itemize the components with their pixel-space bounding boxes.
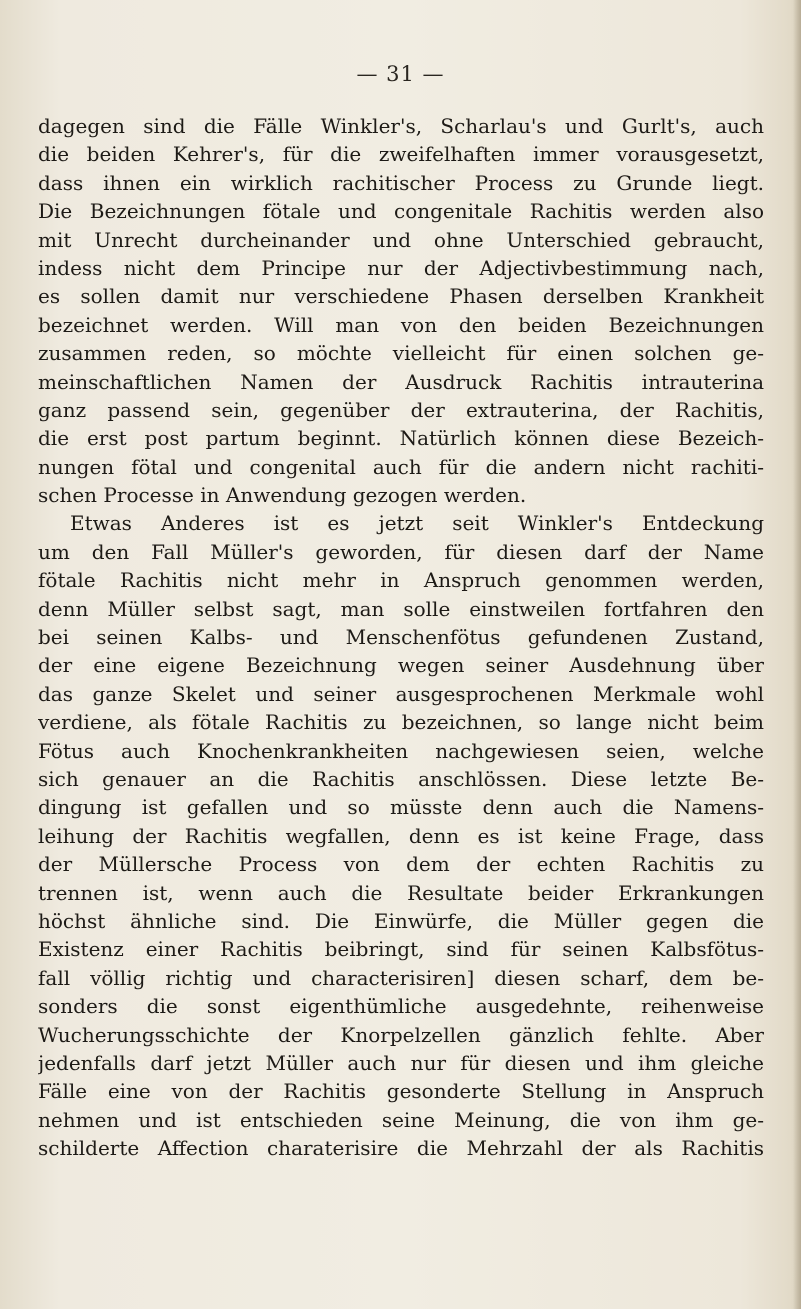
text-line: dingung ist gefallen und so müsste denn auch die Namens- [38,795,764,820]
text-line: mit Unrecht durcheinander und ohne Unterschied gebraucht, [38,227,764,252]
text-line: nehmen und ist entschieden seine Meinung, die von ihm ge- [38,1107,764,1132]
text-line: leihung der Rachitis wegfallen, denn es ist keine Frage, dass [38,823,764,848]
text-line: fall völlig richtig und characterisiren] diesen scharf, dem be- [38,965,764,990]
text-line: bei seinen Kalbs- und Menschenfötus gefundenen Zustand, [38,625,764,650]
text-line: verdiene, als fötale Rachitis zu bezeichnen, so lange nicht beim [38,710,764,735]
text-line: es sollen damit nur verschiedene Phasen derselben Krankheit [38,284,764,309]
text-line: um den Fall Müller's geworden, für diesen darf der Name [38,539,764,564]
text-line: ganz passend sein, gegenüber der extrauterina, der Rachitis, [38,397,764,422]
text-line: nungen fötal und congenital auch für die andern nicht rachiti- [38,454,764,479]
text-line: schen Processe in Anwendung gezogen werden. [38,483,527,508]
text-line: zusammen reden, so möchte vielleicht für einen solchen ge- [38,341,764,366]
text-line: jedenfalls darf jetzt Müller auch nur für diesen und ihm gleiche [38,1050,764,1075]
page-number: — 31 — [356,62,445,86]
text-line: sich genauer an die Rachitis anschlössen. Diese letzte Be- [38,766,764,791]
text-line: höchst ähnliche sind. Die Einwürfe, die Müller gegen die [38,908,764,933]
text-line: Wucherungsschichte der Knorpelzellen gänzlich fehlte. Aber [38,1022,764,1047]
text-line: dass ihnen ein wirklich rachitischer Process zu Grunde liegt. [38,170,764,195]
text-line: sonders die sonst eigenthümliche ausgedehnte, reihenweise [38,994,764,1019]
text-line: Existenz einer Rachitis beibringt, sind für seinen Kalbsfötus- [38,937,764,962]
text-line: die beiden Kehrer's, für die zweifelhaften immer vorausgesetzt, [38,142,764,167]
text-line: das ganze Skelet und seiner ausgesprochenen Merkmale wohl [38,681,764,706]
text-line: bezeichnet werden. Will man von den beiden Bezeichnungen [38,312,764,337]
text-line: fötale Rachitis nicht mehr in Anspruch genommen werden, [38,568,764,593]
text-line: Die Bezeichnungen fötale und congenitale Rachitis werden also [38,199,764,224]
text-line: trennen ist, wenn auch die Resultate beider Erkrankungen [38,880,764,905]
page-edge-shadow [793,0,801,1309]
text-line: meinschaftlichen Namen der Ausdruck Rachitis intrauterina [38,369,764,394]
text-line: indess nicht dem Principe nur der Adjectivbestimmung nach, [38,255,764,280]
text-line: der Müllersche Process von dem der echten Rachitis zu [38,852,764,877]
text-line: Fälle eine von der Rachitis gesonderte Stellung in Anspruch [38,1079,764,1104]
body-text [38,112,764,1162]
text-line: der eine eigene Bezeichnung wegen seiner Ausdehnung über [38,653,764,678]
text-line: schilderte Affection charaterisire die Mehrzahl der als Rachitis [38,1136,764,1161]
text-line: die erst post partum beginnt. Natürlich können diese Bezeich- [38,426,764,451]
text-line: denn Müller selbst sagt, man solle einstweilen fortfahren den [38,596,764,621]
text-line: dagegen sind die Fälle Winkler's, Scharlau's und Gurlt's, auch [38,114,764,138]
text-line: Etwas Anderes ist es jetzt seit Winkler's Entdeckung [70,511,764,536]
text-line: Fötus auch Knochenkrankheiten nachgewiesen seien, welche [38,738,764,763]
